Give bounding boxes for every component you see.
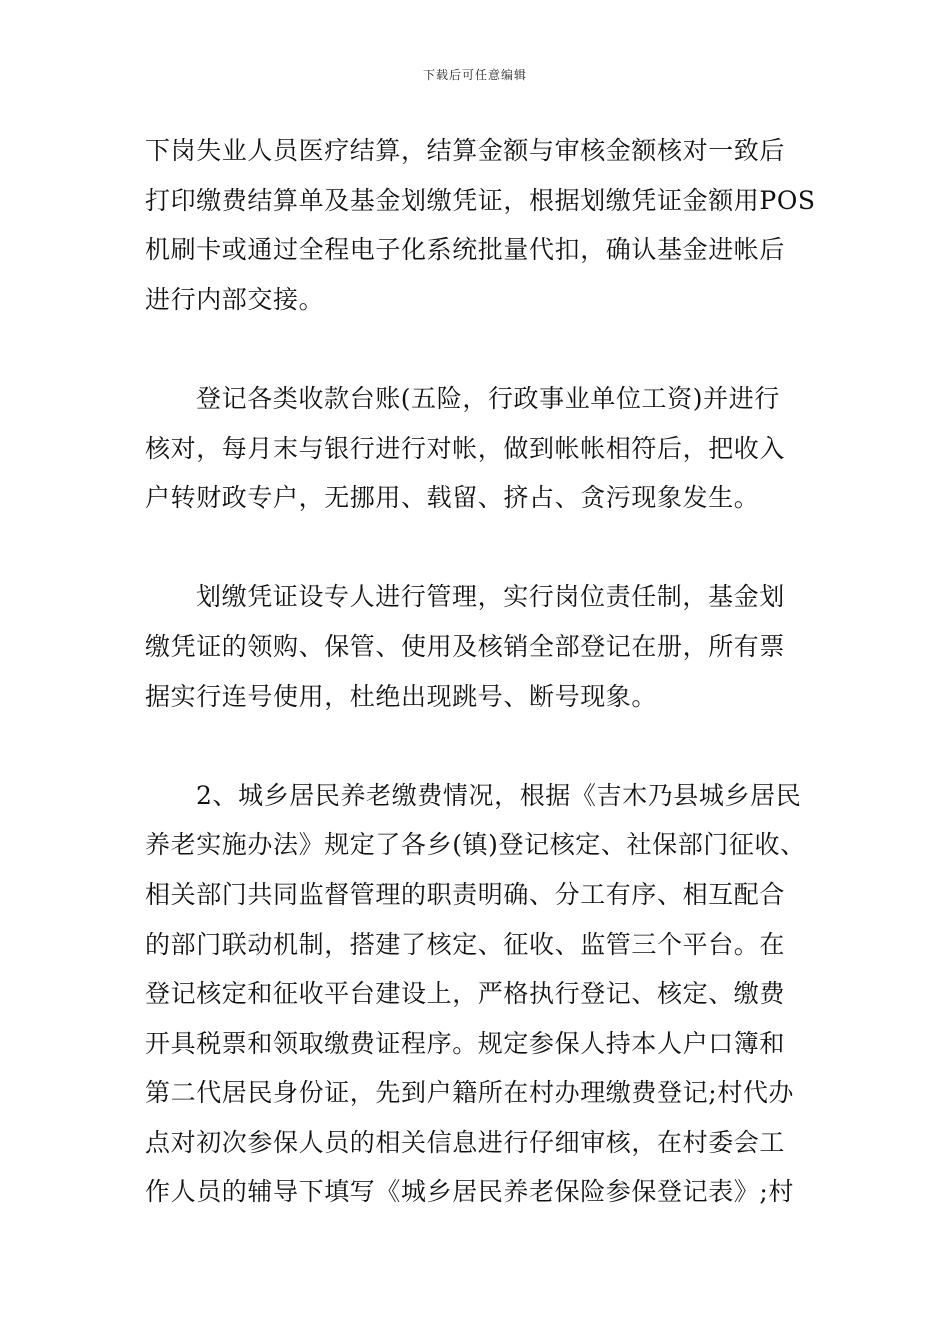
- text-line: 缴凭证的领购、保管、使用及核销全部登记在册，所有票: [145, 631, 786, 661]
- text-line: 点对初次参保人员的相关信息进行仔细审核，在村委会工: [145, 1127, 786, 1157]
- text-line: 养老实施办法》规定了各乡(镇)登记核定、社保部门征收、: [145, 830, 806, 860]
- paragraph: [145, 374, 815, 523]
- text-line: 登记核定和征收平台建设上，严格执行登记、核定、缴费: [145, 979, 786, 1009]
- text-line: 作人员的辅导下填写《城乡居民养老保险参保登记表》;村: [145, 1177, 795, 1207]
- text-line: 开具税票和领取缴费证程序。规定参保人持本人户口簿和: [145, 1028, 786, 1058]
- text-line: 下岗失业人员医疗结算，结算金额与审核金额核对一致后: [145, 136, 786, 165]
- text-line: 进行内部交接。: [145, 284, 325, 314]
- text-line: 核对，每月末与银行进行对帐，做到帐帐相符后，把收入: [145, 433, 786, 463]
- text-line: 相关部门共同监督管理的职责明确、分工有序、相互配合: [145, 879, 786, 909]
- text-line: 第二代居民身份证，先到户籍所在村办理缴费登记;村代办: [145, 1078, 795, 1108]
- text-line: 划缴凭证设专人进行管理，实行岗位责任制，基金划: [196, 582, 785, 612]
- text-line: 打印缴费结算单及基金划缴凭证，根据划缴凭证金额用POS: [145, 185, 816, 215]
- text-line: 的部门联动机制，搭建了核定、征收、监管三个平台。在: [145, 929, 786, 959]
- paragraph: [145, 771, 815, 1217]
- paragraph-spacer: [145, 721, 815, 771]
- paragraph-spacer: [145, 523, 815, 573]
- text-line: 登记各类收款台账(五险，行政事业单位工资)并进行: [196, 383, 780, 413]
- page-header: 下载后可任意编辑: [422, 68, 527, 82]
- text-line: 据实行连号使用，杜绝出现跳号、断号现象。: [145, 681, 658, 711]
- document-body: [145, 126, 815, 1217]
- paragraph: [145, 572, 815, 721]
- text-line: 户转财政专户，无挪用、载留、挤占、贪污现象发生。: [145, 483, 760, 513]
- text-line: 2、城乡居民养老缴费情况，根据《吉木乃县城乡居民: [196, 780, 802, 810]
- paragraph-spacer: [145, 324, 815, 374]
- text-line: 机刷卡或通过全程电子化系统批量代扣，确认基金进帐后: [145, 235, 786, 265]
- paragraph: [145, 126, 815, 324]
